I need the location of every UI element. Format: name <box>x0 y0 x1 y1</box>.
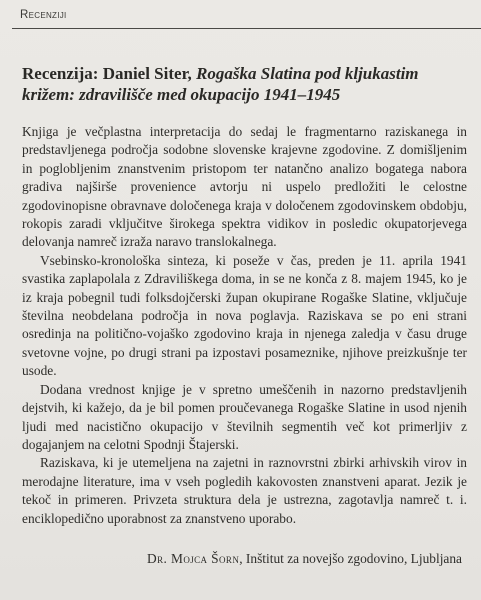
review-title-prefix: Recenzija: Daniel Siter, <box>22 64 197 83</box>
signature-name: Dr. Mojca Šorn <box>147 551 240 566</box>
review-paragraph: Dodana vrednost knjige je v spretno umeščenih in nazorno predstavljenih dejstvih, ki kažejo, da je bil pomen proučevanega Rogaške Slatine in usod njenih ljudi med nacistično okupacijo v številnih segmentih več kot primerljiv z dogajanjem na celotni Spodnji Štajerski. <box>22 381 467 452</box>
review-title-book: Rogaška Slatina pod kljukastim križem: zdravilišče med okupacijo 1941–1945 <box>22 64 419 104</box>
review-paragraph: Knjiga je večplastna interpretacija do sedaj le fragmentarno raziskanega in predstavljenega področja sodobne slovenske krajevne zgodovine. Z domišljenim in poglobljenim znanstvenim pristopom ter natančno analizo bogatega nabora gradiva najširše provenience avtorju ni uspelo predložiti le celostne zgodovinopisne obravnave določenega kraja v določenem zgodovinskem obdobju, rokopis zaradi vključitve širokega spektra vidikov in posledic okupatorjevega delovanja namreč izraža naravo translokalnega. <box>22 124 467 250</box>
signature-affiliation: , Inštitut za novejšo zgodovino, Ljubljana <box>239 551 462 566</box>
review-paragraph: Raziskava, ki je utemeljena na zajetni in raznovrstni zbirki arhivskih virov in merodajne literature, ima v vseh pogledih kakovosten znanstveni aparat. Jezik je tekoč in primeren. Privzeta struktura dela je ustrezna, zagotavlja namreč t. i. enciklopedično uporabnost za znanstveno uporabo. <box>22 455 467 526</box>
review-body <box>22 123 467 528</box>
review-paragraph: Vsebinsko-kronološka sinteza, ki poseže v čas, preden je 11. aprila 1941 svastika zaplapolala z Zdraviliškega doma, in se ne konča z 8. majem 1945, ko je iz kraja pobegnil tudi folksdojčerski župan okupirane Rogaške Slatine, vključuje številna neobdelana področja in nova poglavja. Raziskava se po eni strani osredinja na politično-vojaško zgodovino kraja in njenega zaledja v času druge svetovne vojne, po drugi strani pa izpostavi posameznike, njihove preizkušnje ter usode. <box>22 252 467 379</box>
review-title <box>22 63 462 105</box>
header-rule <box>12 28 481 29</box>
review-signature <box>147 551 462 567</box>
section-header-label: Recenziji <box>20 9 67 21</box>
